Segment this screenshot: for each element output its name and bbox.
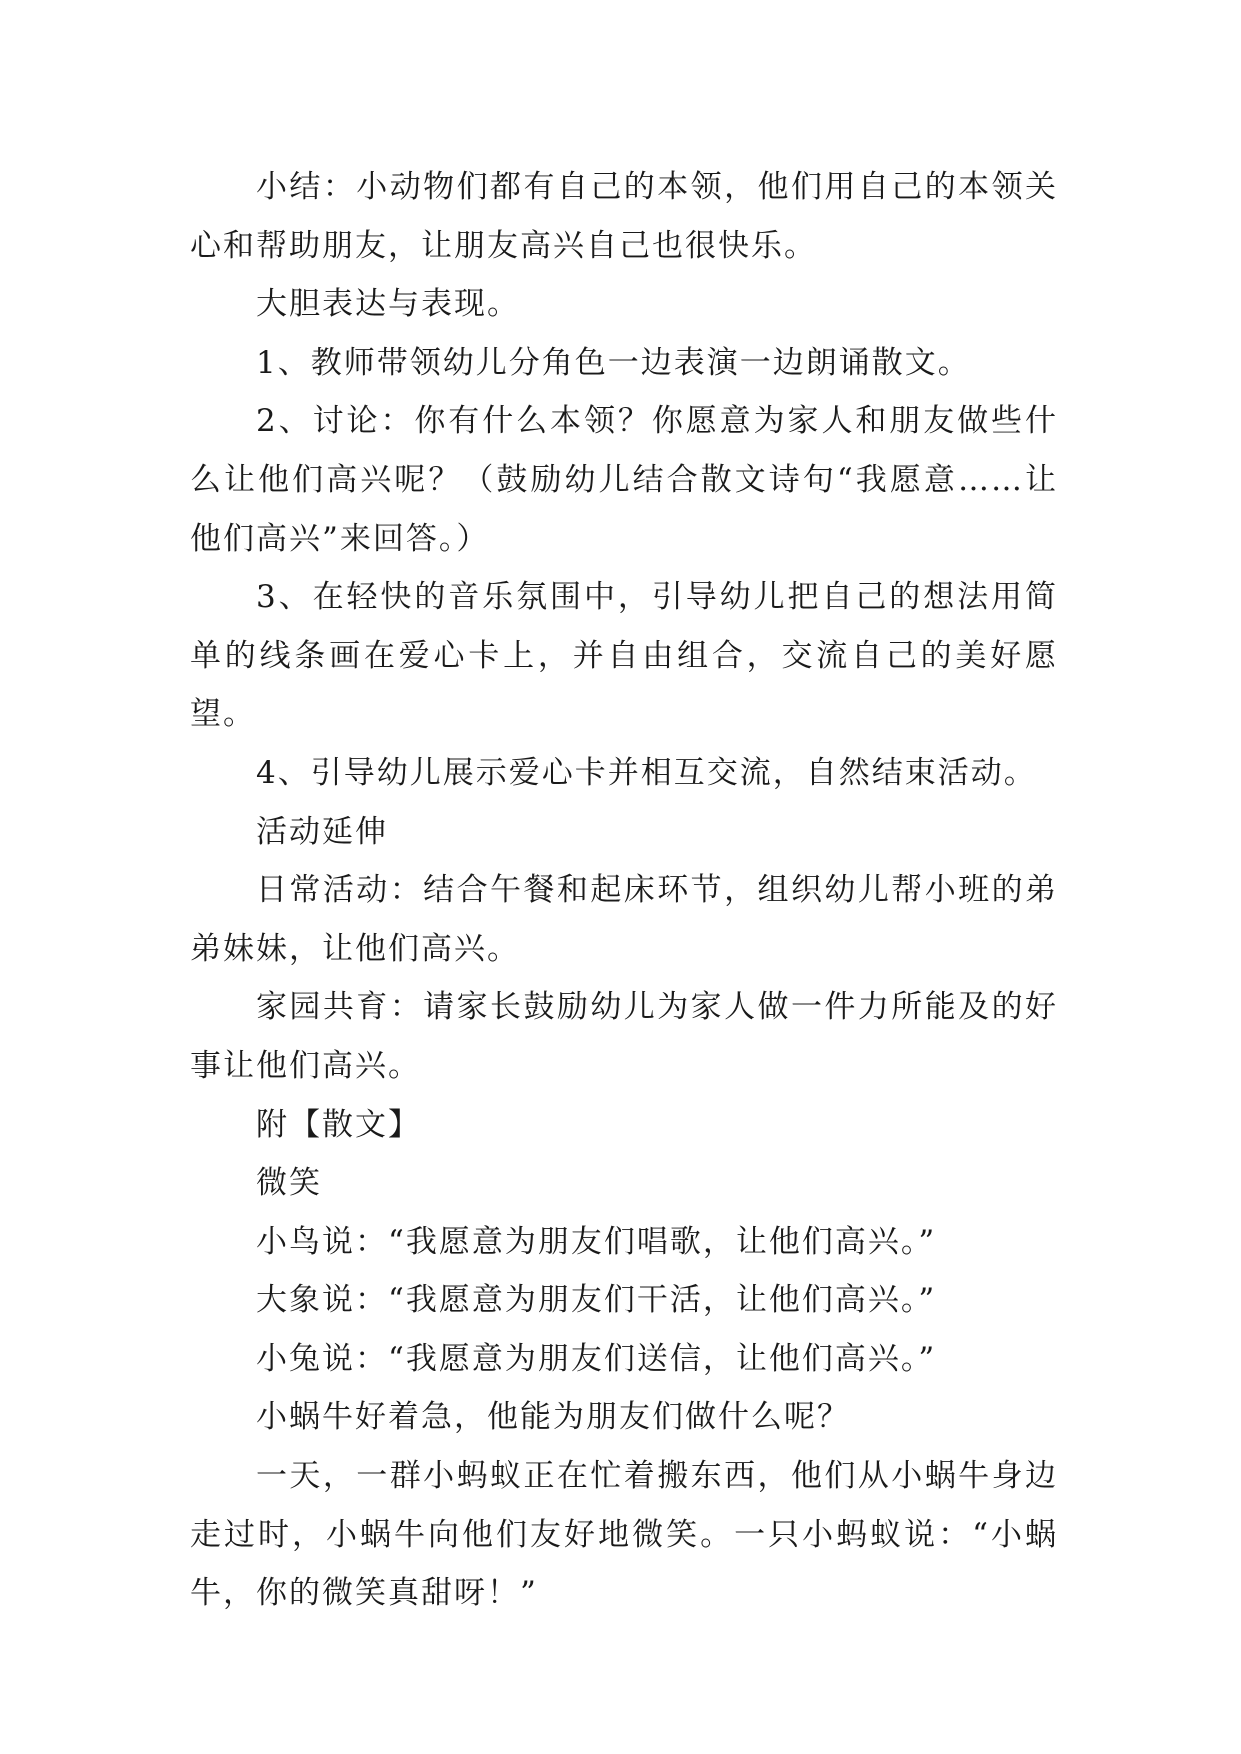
paragraph-expression-heading: 大胆表达与表现。 [256, 286, 520, 323]
paragraph-elephant: 大象说：“我愿意为朋友们干活，让他们高兴。” [256, 1282, 937, 1319]
paragraph-summary: 小结：小动物们都有自己的本领，他们用自己的本领关心和帮助朋友，让朋友高兴自己也很快乐。 [190, 169, 1058, 264]
paragraph-step-1: 1、教师带领幼儿分角色一边表演一边朗诵散文。 [256, 344, 971, 381]
paragraph-bird: 小鸟说：“我愿意为朋友们唱歌，让他们高兴。” [256, 1223, 937, 1260]
paragraph-rabbit: 小兔说：“我愿意为朋友们送信，让他们高兴。” [256, 1340, 937, 1377]
paragraph-appendix-heading: 附【散文】 [256, 1106, 421, 1143]
paragraph-ants: 一天，一群小蚂蚁正在忙着搬东西，他们从小蜗牛身边走过时，小蜗牛向他们友好地微笑。一只小蚂蚁说：“小蜗牛，你的微笑真甜呀！” [190, 1458, 1058, 1612]
paragraph-step-3: 3、在轻快的音乐氛围中，引导幼儿把自己的想法用简单的线条画在爱心卡上，并自由组合，交流自己的美好愿望。 [190, 579, 1058, 733]
paragraph-daily-activity: 日常活动：结合午餐和起床环节，组织幼儿帮小班的弟弟妹妹，让他们高兴。 [190, 872, 1058, 967]
paragraph-snail-worried: 小蜗牛好着急，他能为朋友们做什么呢？ [256, 1399, 850, 1436]
paragraph-extension-heading: 活动延伸 [256, 813, 388, 850]
paragraph-prose-title: 微笑 [256, 1165, 322, 1202]
paragraph-step-2: 2、讨论：你有什么本领？你愿意为家人和朋友做些什么让他们高兴呢？（鼓励幼儿结合散文诗句“我愿意……让他们高兴”来回答。） [190, 403, 1058, 557]
paragraph-home-school: 家园共育：请家长鼓励幼儿为家人做一件力所能及的好事让他们高兴。 [190, 989, 1058, 1084]
paragraph-step-4: 4、引导幼儿展示爱心卡并相互交流，自然结束活动。 [256, 754, 1037, 791]
document-body [190, 158, 1058, 1623]
